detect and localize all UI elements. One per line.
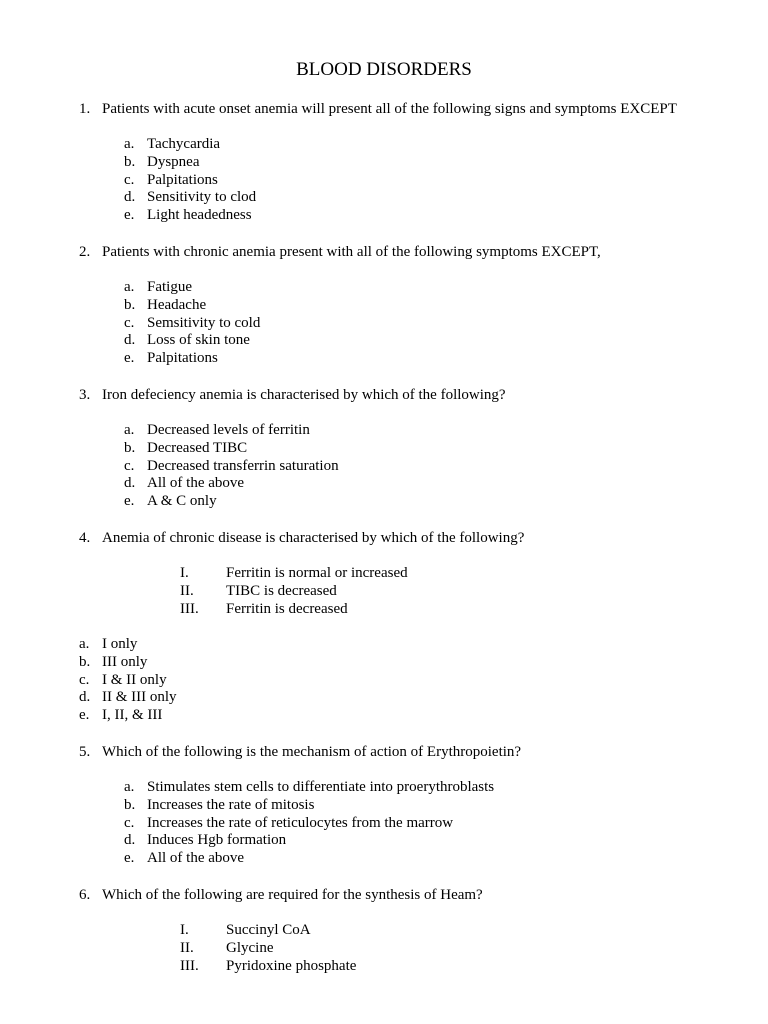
- option-b: b. Decreased TIBC: [124, 439, 248, 456]
- option-d: d. II & III only: [79, 689, 177, 706]
- option-e: e. All of the above: [124, 850, 245, 867]
- question-4-options: [79, 636, 177, 725]
- statement-ii: II. Glycine: [180, 939, 274, 956]
- option-a: a. Decreased levels of ferritin: [124, 422, 310, 438]
- option-e: e. A & C only: [124, 493, 217, 510]
- statement-iii: III. Pyridoxine phosphate: [180, 957, 357, 974]
- question-2-options: [124, 279, 260, 368]
- option-b: b. Dyspnea: [124, 153, 200, 170]
- question-3: [79, 386, 506, 404]
- question-number: 3.: [79, 387, 91, 403]
- question-text: Anemia of chronic disease is characterised by which of the following?: [102, 530, 525, 546]
- option-d: d. Loss of skin tone: [124, 332, 250, 349]
- question-number: 5.: [79, 744, 91, 760]
- question-text: Iron defeciency anemia is characterised by which of the following?: [102, 387, 506, 403]
- page-title: BLOOD DISORDERS: [296, 59, 472, 80]
- question-3-options: [124, 422, 339, 511]
- option-c: c. Decreased transferrin saturation: [124, 457, 339, 474]
- option-a: a. Stimulates stem cells to differentiate into proerythroblasts: [124, 779, 495, 795]
- option-e: e. Palpitations: [124, 350, 218, 367]
- question-number: 6.: [79, 887, 91, 903]
- question-number: 2.: [79, 244, 91, 260]
- option-e: e. I, II, & III: [79, 707, 163, 724]
- statement-i: I. Ferritin is normal or increased: [180, 565, 408, 581]
- option-d: d. Sensitivity to clod: [124, 189, 257, 206]
- statement-ii: II. TIBC is decreased: [180, 582, 337, 599]
- question-6-statements: [180, 922, 356, 975]
- question-5-options: [124, 779, 494, 868]
- option-d: d. Induces Hgb formation: [124, 832, 287, 849]
- question-text: Patients with acute onset anemia will present all of the following signs and symptoms EXCEPT: [102, 101, 677, 117]
- statement-i: I. Succinyl CoA: [180, 922, 311, 938]
- statement-iii: III. Ferritin is decreased: [180, 600, 348, 617]
- question-6: [79, 886, 483, 904]
- option-d: d. All of the above: [124, 475, 245, 492]
- option-b: b. III only: [79, 653, 148, 670]
- question-text: Which of the following is the mechanism of action of Erythropoietin?: [102, 744, 522, 760]
- question-number: 4.: [79, 530, 91, 546]
- option-c: c. Increases the rate of reticulocytes from the marrow: [124, 814, 454, 831]
- option-c: c. Semsitivity to cold: [124, 314, 261, 331]
- option-c: c. I & II only: [79, 671, 167, 688]
- option-b: b. Increases the rate of mitosis: [124, 796, 315, 813]
- question-text: Which of the following are required for the synthesis of Heam?: [102, 887, 483, 903]
- option-c: c. Palpitations: [124, 171, 218, 188]
- option-a: a. Fatigue: [124, 279, 192, 295]
- question-4: [79, 529, 524, 547]
- option-a: a. Tachycardia: [124, 136, 221, 152]
- question-number: 1.: [79, 101, 91, 117]
- question-1: [79, 100, 677, 118]
- option-a: a. I only: [79, 636, 138, 652]
- option-e: e. Light headedness: [124, 207, 252, 224]
- question-2: [79, 243, 601, 261]
- question-1-options: [124, 136, 256, 225]
- option-b: b. Headache: [124, 296, 207, 313]
- question-5: [79, 743, 521, 761]
- question-4-statements: [180, 565, 408, 618]
- question-text: Patients with chronic anemia present with all of the following symptoms EXCEPT,: [102, 244, 601, 260]
